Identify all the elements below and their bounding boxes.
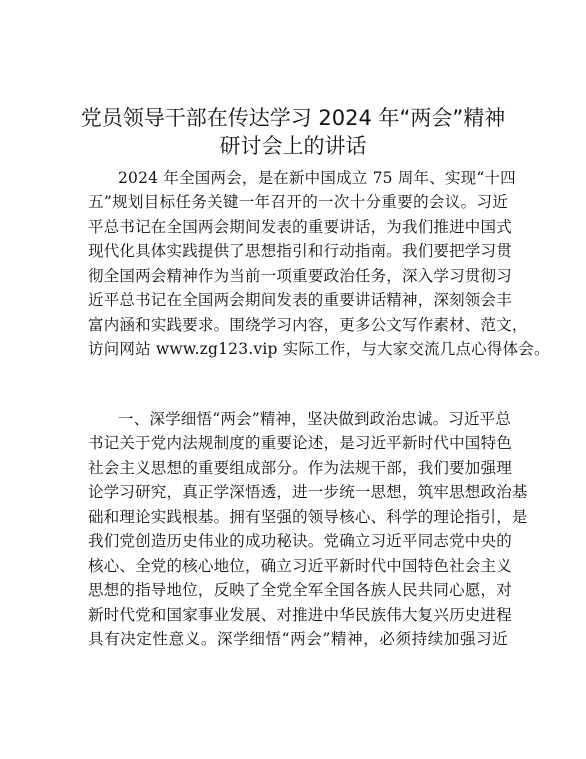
- paragraph-line: 现代化具体实践提供了思想指引和行动指南。我们要把学习贯: [88, 242, 512, 260]
- document-title-line-1: 党员领导干部在传达学习 2024 年“两会”精神: [80, 106, 506, 130]
- paragraph-line: 彻全国两会精神作为当前一项重要政治任务，深入学习贯彻习: [88, 267, 512, 285]
- paragraph-line: 础和理论实践根基。拥有坚强的领导核心、科学的理论指引，是: [88, 508, 528, 526]
- paragraph-line: 访问网站 www.zg123.vip 实际工作，与大家交流几点心得体会。: [88, 340, 550, 358]
- paragraph-line: 具有决定性意义。深学细悟“两会”精神，必须持续加强习近: [88, 630, 508, 648]
- paragraph-line: 论学习研究，真正学深悟透，进一步统一思想，筑牢思想政治基: [88, 483, 528, 501]
- paragraph-line: 富内涵和实践要求。围绕学习内容，更多公文写作素材、范文，: [88, 316, 528, 334]
- paragraph-line: 平总书记在全国两会期间发表的重要讲话，为我们推进中国式: [88, 218, 512, 236]
- paragraph-line: 思想的指导地位，反映了全党全军全国各族人民共同心愿，对: [88, 581, 512, 599]
- paragraph-line: 近平总书记在全国两会期间发表的重要讲话精神，深刻领会丰: [88, 291, 512, 309]
- document-title-line-2: 研讨会上的讲话: [219, 134, 367, 158]
- paragraph-line: 新时代党和国家事业发展、对推进中华民族伟大复兴历史进程: [88, 606, 512, 624]
- paragraph-line: 我们党创造历史伟业的成功秘诀。党确立习近平同志党中央的: [88, 532, 512, 550]
- paragraph-line: 社会主义思想的重要组成部分。作为法规干部，我们要加强理: [88, 459, 512, 477]
- paragraph-line: 书记关于党内法规制度的重要论述，是习近平新时代中国特色: [88, 434, 512, 452]
- paragraph-line: 核心、全党的核心地位，确立习近平新时代中国特色社会主义: [88, 557, 512, 575]
- paragraph-line: 一、深学细悟“两会”精神，坚决做到政治忠诚。习近平总: [118, 410, 512, 428]
- paragraph-line: 五”规划目标任务关键一年召开的一次十分重要的会议。习近: [88, 193, 508, 211]
- paragraph-line: 2024 年全国两会，是在新中国成立 75 周年、实现“十四: [118, 169, 516, 187]
